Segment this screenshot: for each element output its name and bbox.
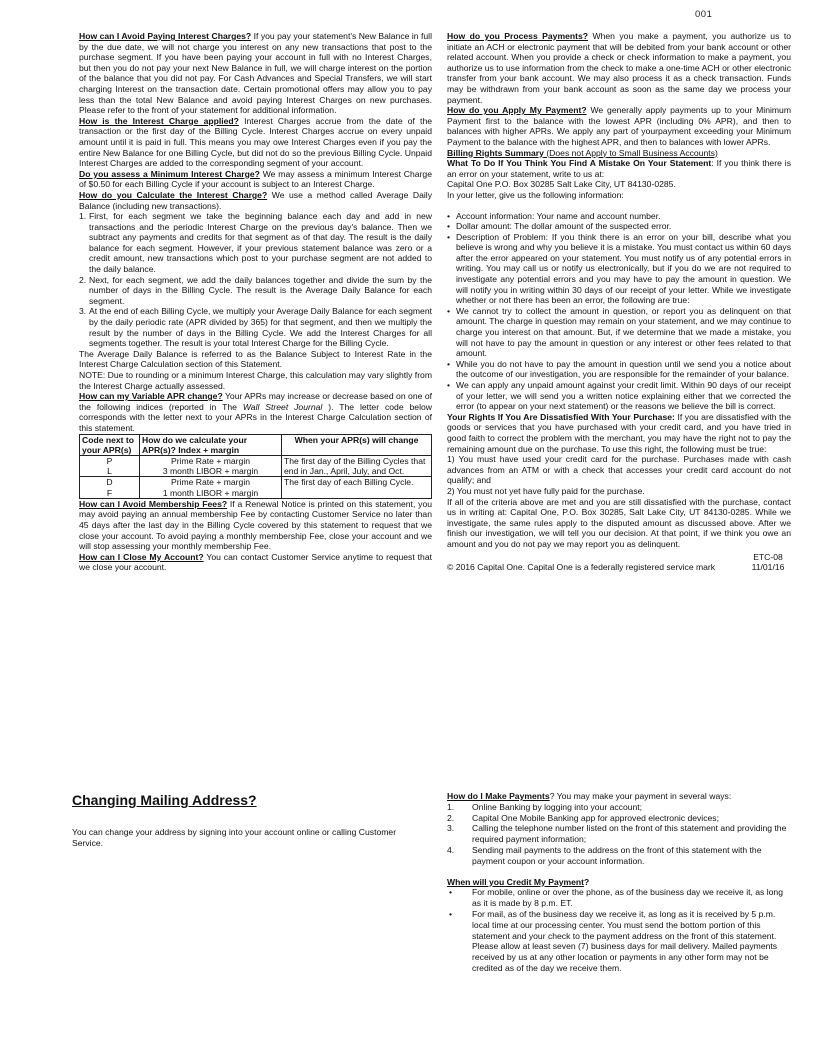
list-item-text: Calling the telephone number listed on the front of this statement and providing the required payment information; (472, 823, 787, 845)
adb-note: The Average Daily Balance is referred to as the Balance Subject to Interest Rate in the Interest Charge Calculation section of this Statement. (79, 348, 432, 370)
list-item-text: Sending mail payments to the address on the front of this statement with the payment coupon or your account information. (472, 844, 762, 866)
code-p: P (106, 455, 113, 466)
criteria-text: If all of the criteria above are met and you are still dissatisfied with the purchase, contact us in writing at: Capital One, P.O. Box 30285, Salt Lake City, UT 84130-0285. While we investigate, the same rules apply to the disputed amount as discussed above. After we finish our investigation, we will tell you our decision. At that point, if we think you owe an amount and you do not pay we may report you as delinquent. (447, 496, 791, 549)
membership-fees-heading: How can I Avoid Membership Fees? (79, 498, 228, 509)
make-payments-heading: How do I Make Payments (447, 791, 550, 801)
avoid-interest-heading: How can I Avoid Paying Interest Charges? (79, 31, 252, 41)
bullet-icon: • (447, 210, 451, 221)
process-payments-heading: How do you Process Payments? (447, 31, 589, 41)
billing-rights-heading (447, 148, 791, 159)
table-header-row (80, 434, 432, 455)
table-cell-when: The first day of each Billing Cycle. (282, 477, 432, 498)
list-item (447, 232, 791, 306)
mailing-address-section (72, 792, 412, 849)
bullet-icon: • (449, 908, 453, 919)
calculate-interest-section (79, 190, 432, 211)
apr-index-table (79, 434, 432, 499)
right-column (447, 31, 791, 573)
close-account-heading: How can I Close My Account? (79, 551, 204, 562)
list-item-text: For mail, as of the business day we receive it, as long as it is received by 5 p.m. local time at our processing center. You must send the bottom portion of this statement and your check to the payment address on the front of this statement. Please allow at least seven (7) business days for mail delivery. Mailed payments received by us at any other location or payments in any other form may not be credited as of the day we receive them. (472, 908, 778, 973)
dissatisfied-heading: Your Rights If You Are Dissatisfied With Your Purchase: (447, 411, 675, 422)
item-number: 4. (447, 844, 455, 855)
list-item (447, 380, 791, 412)
list-item-text: Account information: Your name and account number. (456, 210, 661, 221)
item-number: 2. (447, 812, 455, 823)
step-text: At the end of each Billing Cycle, we multiply your Average Daily Balance for each segment by the daily periodic rate (APR divided by 365) for that segment, and then we multiply the result by the number of days in the Billing Cycle. We add the Interest Charges for all segments together. The result is your total Interest Charge for the Billing Cycle. (89, 306, 432, 349)
item-number: 3. (447, 823, 455, 834)
list-item (447, 813, 793, 824)
billing-rights-title: Billing Rights Summary (447, 147, 544, 158)
list-item-text: We can apply any unpaid amount against your credit limit. Within 90 days of our receipt of your letter, we will send you a written notice explaining either that we corrected the error (to appear on your next statement) or the reasons we believe the bill is correct. (456, 380, 791, 412)
dissatisfied-section (447, 412, 791, 454)
interest-applied-heading: How is the Interest Charge applied? (79, 115, 239, 126)
list-item (447, 887, 793, 909)
membership-fees-text: If a Renewal Notice is printed on this statement, you may avoid paying an annual membership Fee by contacting Customer Service no later than 45 days after the last day in the Billing Cycle covered by this statement to request that we close your account. To avoid paying a monthly membership Fee, close your account and we will stop assessing your monthly membership Fee. (79, 498, 433, 552)
membership-fees-section (79, 499, 432, 552)
letter-intro: In your letter, give us the following information: (447, 189, 624, 200)
left-column (79, 31, 432, 573)
interest-applied-text: Interest Charges accrue from the date of the transaction or the first day of the Billing Cycle. Interest Charges accrue on every unpaid amount until it is paid in full. This means you may owe Interest Charges even if you pay the entire New Balance for one Billing Cycle, but did not do so the previous Billing Cycle. Unpaid Interest Charges are added to the corresponding segment of your account. (79, 115, 432, 169)
billing-rights-note: (Does not Apply to Small Business Accounts) (543, 147, 718, 158)
variable-apr-text-1: Your APRs may increase or decrease based on one of the following indices (reported in The (79, 391, 432, 412)
code-f: F (106, 487, 113, 498)
list-item (447, 221, 791, 232)
table-row (80, 455, 432, 476)
step-text: First, for each segment we take the beginning balance each day and add in new transactions and the periodic Interest Charge on the previous day's balance. Then we subtract any payments and credits for that segment as of that day. The result is the daily balance for each segment. However, if your previous statement balance was zero or a credit amount, new transactions which post to your purchase segment are not added to the daily balance. (89, 211, 432, 275)
list-item-text: We cannot try to collect the amount in question, or report you as delinquent on that amount. The charge in question may remain on your statement, and we may continue to charge you interest on that amount. But, if we determine that we made a mistake, you will not have to pay the amount in question or any interest or other fees related to that amount. (456, 305, 791, 359)
code-l: L (107, 466, 112, 477)
list-item (447, 845, 793, 867)
step-text: Next, for each segment, we add the daily balances together and divide the sum by the number of days in the Billing Cycle. The result is the Average Daily Balance for each segment. (89, 274, 432, 306)
apply-payment-text: We generally apply payments up to your Minimum Payment first to the balance with the lowest APR (including 0% APR), and then to balances with higher APRs. We apply any part of yourpayment exceeding your Minimum Payment to the balance with the highest APR, and then to balances with lower APRs. (447, 105, 791, 147)
table-header-when: When your APR(s) will change (282, 434, 432, 455)
make-payments-section (447, 791, 793, 974)
rounding-note: NOTE: Due to rounding or a minimum Interest Charge, this calculation may vary slightly from the Interest Charge actually assessed. (79, 370, 432, 391)
bullet-icon: • (447, 221, 451, 232)
list-item-text: Capital One Mobile Banking app for approved electronic devices; (472, 812, 719, 823)
list-item (79, 275, 432, 307)
close-account-text: You can contact Customer Service anytime to request that we close your account. (79, 551, 432, 573)
payment-ways-list (447, 802, 793, 867)
calculate-interest-heading: How do you Calculate the Interest Charge? (79, 189, 268, 200)
item-number: 1. (447, 801, 455, 812)
close-account-section (79, 552, 432, 573)
mailing-address-heading: Changing Mailing Address? (72, 792, 257, 808)
mistake-text: : If you think there is an error on your statement, write to us at: (447, 158, 792, 179)
table-cell-code (80, 455, 140, 476)
form-id (745, 552, 791, 573)
code-d: D (106, 477, 113, 488)
mailing-address-text: Capital One P.O. Box 30285 Salt Lake City, UT 84130-0285. (447, 179, 676, 190)
bullet-icon: • (447, 305, 451, 316)
table-cell-code (80, 477, 140, 498)
minimum-interest-section (79, 169, 432, 190)
table-cell-when: The first day of the Billing Cycles that end in Jan., April, July, and Oct. (282, 455, 432, 476)
list-item-text: While you do not have to pay the amount in question until we send you a notice about the outcome of our investigation, you are responsible for the remainder of your balance. (456, 358, 791, 380)
calc-p: Prime Rate + margin (170, 455, 251, 466)
calc-f: 1 month LIBOR + margin (162, 487, 259, 498)
process-payments-text: When you make a payment, you authorize us to initiate an ACH or electronic payment that will be debited from your bank account or other related account. When you provide a check or check information to make a payment, you authorize us to use information from the check to make a one-time ACH or other electronic transfer from your bank account. We may also process it as a check transaction. Funds may be withdrawn from your bank account as soon as the same day we process your payment. (447, 31, 792, 105)
variable-apr-text-2: ). The letter code below corresponds with the letter next to your APRs in the Interest Charge Calculation section of this statement. (79, 401, 432, 433)
avoid-interest-section (79, 31, 432, 116)
make-payments-intro (447, 791, 793, 802)
condition-2: 2) You must not yet have fully paid for the purchase. (447, 485, 645, 496)
list-item (447, 823, 793, 845)
apply-payment-heading: How do you Apply My Payment? (447, 105, 587, 116)
list-item-text: Description of Problem: If you think there is an error on your bill, describe what you believe is wrong and why you believe it is a mistake. You must contact us within 60 days after the error appeared on your statement. You must notify us of any potential errors in writing. You may call us or notify us electronically, but if you do we are not required to investigate any potential errors and you may have to pay the amount in question. We will notify you in writing within 30 days of our receipt of your letter. While we investigate whether or not there has been an error, the following are true: (456, 231, 791, 306)
spacer (447, 201, 791, 211)
mistake-section (447, 158, 791, 179)
page-number: 001 (695, 9, 713, 20)
step-number: 1. (79, 211, 87, 222)
list-item-text: Dollar amount: The dollar amount of the suspected error. (456, 221, 672, 232)
step-number: 2. (79, 274, 87, 285)
letter-info-list (447, 211, 791, 412)
calculate-interest-text: We use a method called Average Daily Balance (including new transactions). (79, 189, 432, 211)
bullet-icon: • (447, 231, 451, 242)
mailing-address-body: You can change your address by signing into your account online or calling Customer Service. (72, 827, 397, 848)
calc-d: Prime Rate + margin (170, 477, 251, 488)
minimum-interest-heading: Do you assess a Minimum Interest Charge? (79, 168, 260, 179)
variable-apr-heading: How can my Variable APR change? (79, 391, 223, 402)
form-date: 11/01/16 (751, 562, 785, 573)
form-footer (447, 552, 791, 573)
wsj-title: Wall Street Journal (242, 401, 323, 412)
list-item (447, 359, 791, 380)
list-item (447, 909, 793, 974)
condition-1: 1) You must have used your credit card for the purchase. Purchases made with cash advances from an ATM or with a check that accesses your credit card account do not qualify; and (447, 454, 791, 486)
apply-payment-section (447, 105, 791, 147)
table-cell-calc (140, 455, 282, 476)
credit-payment-heading-line (447, 877, 793, 888)
bullet-icon: • (449, 887, 453, 898)
calculation-steps (79, 211, 432, 349)
calc-l: 3 month LIBOR + margin (162, 466, 259, 477)
credit-payment-mark: ? (584, 876, 590, 887)
list-item-text: For mobile, online or over the phone, as of the business day we receive it, as long as it is made by 8 p.m. ET. (472, 887, 783, 909)
avoid-interest-text: If you pay your statement's New Balance in full by the due date, we will not charge you interest on any new transactions that post to the purchase segment. If you have been paying your account in full with no Interest Charges, but then you do not pay your next New Balance in full, we will charge interest on the portion of the balance that you did not pay. For Cash Advances and Special Transfers, we will start charging Interest on the transaction date. Certain promotional offers may allow you to pay less than the total New Balance and avoid paying Interest Charges on new purchases. Please refer to the front of your statement for additional information. (79, 31, 432, 116)
list-item-text: Online Banking by logging into your account; (472, 801, 643, 812)
table-header-calc: How do we calculate your APR(s)? Index + margin (140, 434, 282, 455)
list-item (79, 306, 432, 348)
bullet-icon: • (447, 358, 451, 369)
copyright-text: © 2016 Capital One. Capital One is a federally registered service mark (447, 562, 716, 573)
dissatisfied-text: If you are dissatisfied with the goods or services that you have purchased with your credit card, and you have tried in good faith to correct the problem with the merchant, you may have the right not to pay the remaining amount due on the purchase. To use this right, the following must be true: (447, 411, 791, 454)
form-code: ETC-08 (753, 551, 783, 562)
step-number: 3. (79, 306, 87, 317)
credit-timing-list (447, 887, 793, 973)
table-cell-calc (140, 477, 282, 498)
bullet-icon: • (447, 380, 451, 390)
make-payments-text: ? You may make your payment in several ways: (549, 791, 732, 801)
process-payments-section (447, 31, 791, 105)
list-item (447, 802, 793, 813)
minimum-interest-text: We may assess a minimum Interest Charge of $0.50 for each Billing Cycle if your account is subject to an Interest Charge. (79, 168, 432, 190)
list-item (447, 306, 791, 359)
variable-apr-section (79, 391, 432, 433)
credit-payment-heading: When will you Credit My Payment (447, 876, 585, 887)
mistake-heading: What To Do If You Think You Find A Mistake On Your Statement (447, 158, 712, 169)
spacer (447, 867, 793, 877)
list-item (447, 211, 791, 222)
interest-applied-section (79, 116, 432, 169)
list-item (79, 211, 432, 275)
table-header-code: Code next to your APR(s) (80, 434, 140, 455)
table-row (80, 477, 432, 498)
